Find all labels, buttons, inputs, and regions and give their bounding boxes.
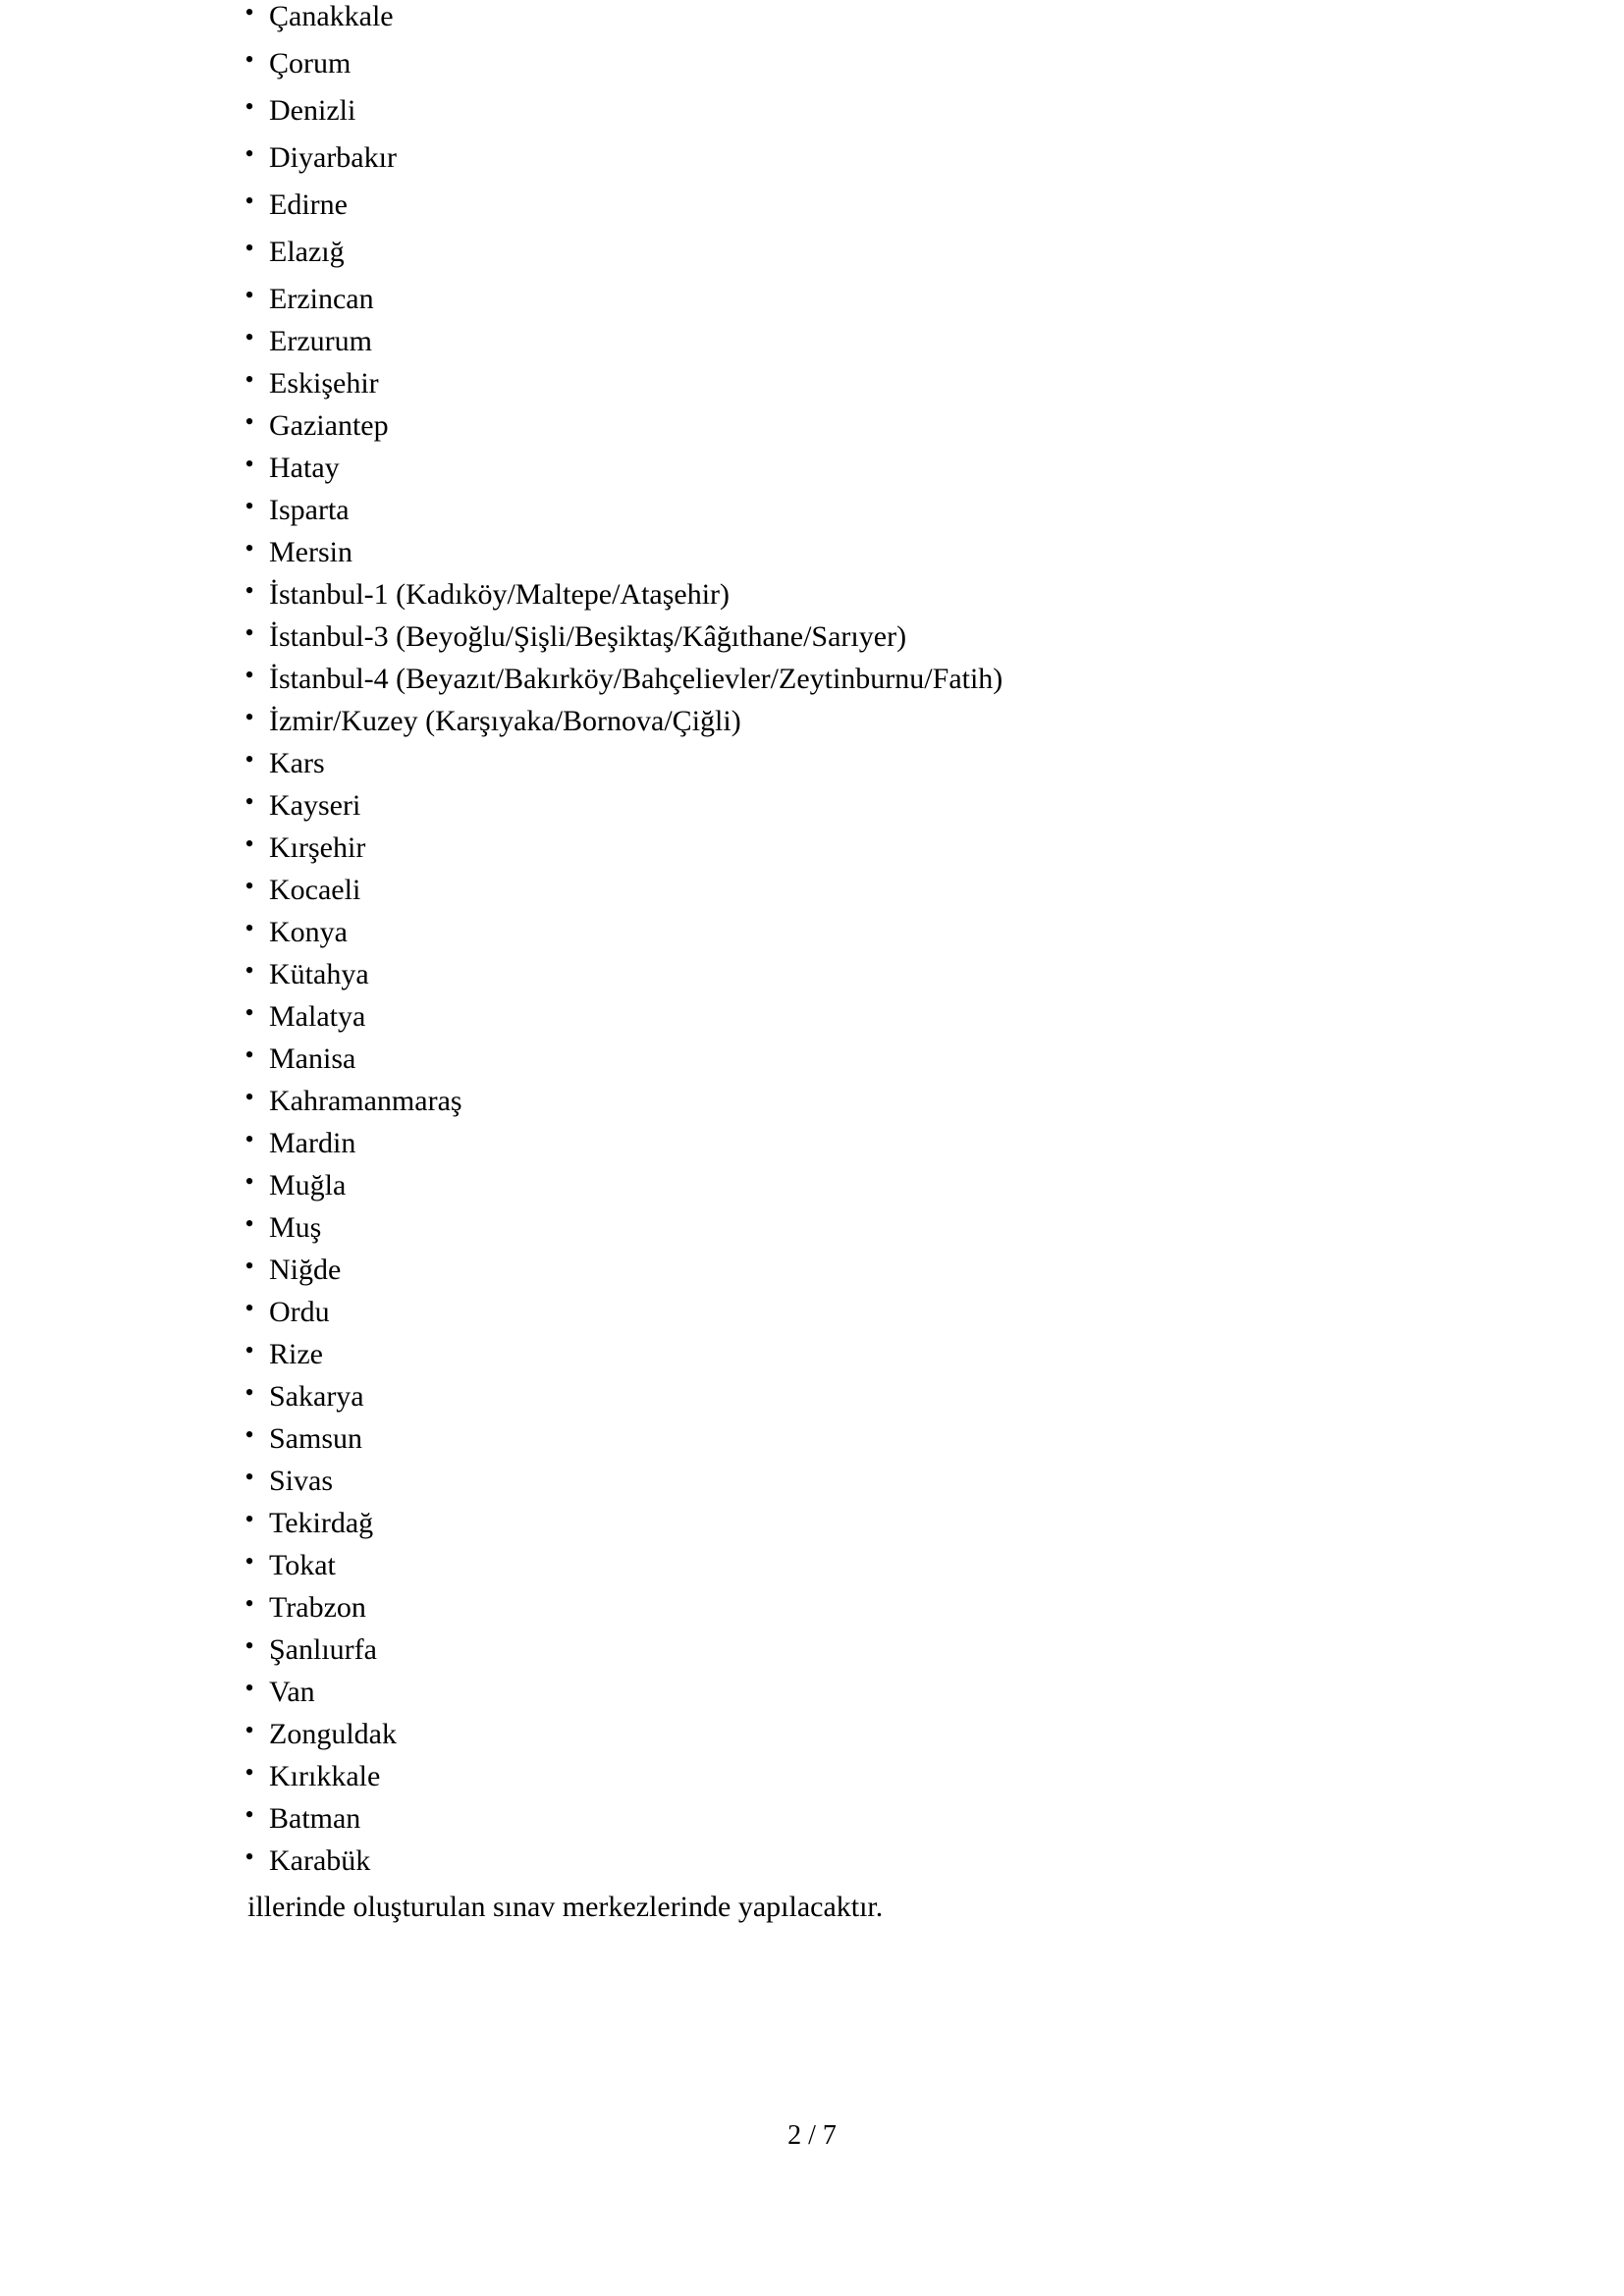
list-item-label: Kütahya xyxy=(269,958,369,990)
bullet-icon: • xyxy=(244,0,254,27)
bullet-icon: • xyxy=(244,1252,254,1280)
list-item-label: Çanakkale xyxy=(269,0,394,32)
bullet-icon: • xyxy=(244,914,254,942)
list-item-label: Kayseri xyxy=(269,789,361,822)
list-item xyxy=(0,1254,1624,1296)
list-item xyxy=(0,1465,1624,1507)
bullet-icon: • xyxy=(244,1336,254,1364)
list-item xyxy=(0,1591,1624,1633)
list-item-label: İzmir/Kuzey (Karşıyaka/Bornova/Çiğli) xyxy=(269,705,741,737)
list-item-label: Mardin xyxy=(269,1127,356,1159)
list-item-label: Trabzon xyxy=(269,1591,366,1624)
list-item xyxy=(0,452,1624,494)
list-item-label: Konya xyxy=(269,916,348,948)
bullet-icon: • xyxy=(244,492,254,520)
list-item-label: Kırşehir xyxy=(269,831,366,864)
list-item xyxy=(0,789,1624,831)
list-item xyxy=(0,236,1624,283)
bullet-icon: • xyxy=(244,872,254,900)
list-item-label: Ordu xyxy=(269,1296,330,1328)
bullet-icon: • xyxy=(244,234,254,262)
bullet-icon: • xyxy=(244,534,254,562)
list-item xyxy=(0,620,1624,663)
list-item-label: Gaziantep xyxy=(269,409,389,442)
bullet-icon: • xyxy=(244,1420,254,1449)
bullet-icon: • xyxy=(244,1674,254,1702)
list-item-label: Kocaeli xyxy=(269,874,361,906)
bullet-icon: • xyxy=(244,1083,254,1111)
list-item xyxy=(0,705,1624,747)
list-item-label: Batman xyxy=(269,1802,361,1835)
bullet-icon: • xyxy=(244,787,254,816)
list-item-label: Sivas xyxy=(269,1465,334,1497)
closing-sentence: illerinde oluşturulan sınav merkezlerinde yapılacaktır. xyxy=(247,1891,884,1923)
bullet-icon: • xyxy=(244,1800,254,1829)
list-item xyxy=(0,94,1624,141)
bullet-icon: • xyxy=(244,703,254,731)
list-item xyxy=(0,1422,1624,1465)
list-item-label: Şanlıurfa xyxy=(269,1633,377,1666)
bullet-icon: • xyxy=(244,1167,254,1196)
bullet-icon: • xyxy=(244,1209,254,1238)
list-item xyxy=(0,1633,1624,1676)
list-item-label: Edirne xyxy=(269,188,348,221)
list-item-label: Sakarya xyxy=(269,1380,364,1413)
bullet-icon: • xyxy=(244,187,254,215)
list-item-label: Karabük xyxy=(269,1844,371,1877)
bullet-icon: • xyxy=(244,998,254,1027)
list-item-label: İstanbul-4 (Beyazıt/Bakırköy/Bahçelievler/Zeytinburnu/Fatih) xyxy=(269,663,1003,695)
list-item xyxy=(0,47,1624,94)
list-item xyxy=(0,494,1624,536)
list-item-label: Erzurum xyxy=(269,325,372,357)
page-number-footer: 2 / 7 xyxy=(787,2120,837,2151)
bullet-icon: • xyxy=(244,745,254,774)
list-item xyxy=(0,1169,1624,1211)
list-item-label: Rize xyxy=(269,1338,323,1370)
list-item-label: Kars xyxy=(269,747,325,779)
bullet-icon: • xyxy=(244,323,254,351)
list-item xyxy=(0,1802,1624,1844)
list-item xyxy=(0,874,1624,916)
list-item xyxy=(0,663,1624,705)
list-item xyxy=(0,831,1624,874)
bullet-icon: • xyxy=(244,365,254,394)
bullet-icon: • xyxy=(244,450,254,478)
list-item-label: Van xyxy=(269,1676,315,1708)
bullet-icon: • xyxy=(244,45,254,74)
list-item xyxy=(0,1718,1624,1760)
bullet-icon: • xyxy=(244,576,254,605)
list-item xyxy=(0,367,1624,409)
list-item xyxy=(0,1676,1624,1718)
list-item-label: Isparta xyxy=(269,494,350,526)
bullet-icon: • xyxy=(244,1125,254,1153)
list-item-label: Manisa xyxy=(269,1042,356,1075)
list-item-label: Muş xyxy=(269,1211,322,1244)
list-item xyxy=(0,1380,1624,1422)
list-item xyxy=(0,958,1624,1000)
list-item xyxy=(0,283,1624,325)
list-item-label: İstanbul-1 (Kadıköy/Maltepe/Ataşehir) xyxy=(269,578,731,611)
list-item-label: İstanbul-3 (Beyoğlu/Şişli/Beşiktaş/Kâğıthane/Sarıyer) xyxy=(269,620,907,653)
list-item-label: Mersin xyxy=(269,536,352,568)
bullet-icon: • xyxy=(244,1716,254,1744)
list-item xyxy=(0,188,1624,236)
bullet-icon: • xyxy=(244,1589,254,1618)
list-item xyxy=(0,325,1624,367)
bullet-icon: • xyxy=(244,1758,254,1787)
bullet-icon: • xyxy=(244,281,254,309)
list-item xyxy=(0,1507,1624,1549)
list-item xyxy=(0,1085,1624,1127)
bullet-icon: • xyxy=(244,829,254,858)
bullet-icon: • xyxy=(244,956,254,985)
list-item-label: Eskişehir xyxy=(269,367,379,400)
list-item xyxy=(0,1549,1624,1591)
bullet-icon: • xyxy=(244,1547,254,1575)
list-item xyxy=(0,536,1624,578)
bullet-icon: • xyxy=(244,407,254,436)
bullet-icon: • xyxy=(244,1842,254,1871)
list-item-label: Diyarbakır xyxy=(269,141,397,174)
list-item-label: Muğla xyxy=(269,1169,347,1201)
list-item xyxy=(0,747,1624,789)
list-item xyxy=(0,916,1624,958)
bullet-icon: • xyxy=(244,1294,254,1322)
list-item-label: Zonguldak xyxy=(269,1718,397,1750)
bullet-icon: • xyxy=(244,618,254,647)
list-item-label: Hatay xyxy=(269,452,340,484)
list-item-label: Malatya xyxy=(269,1000,366,1033)
list-item xyxy=(0,1338,1624,1380)
list-item xyxy=(0,1296,1624,1338)
list-item-label: Çorum xyxy=(269,47,352,80)
list-item xyxy=(0,1760,1624,1802)
bullet-icon: • xyxy=(244,1505,254,1533)
list-item xyxy=(0,1844,1624,1887)
bullet-icon: • xyxy=(244,1378,254,1407)
list-item xyxy=(0,1000,1624,1042)
list-item-label: Samsun xyxy=(269,1422,363,1455)
list-item xyxy=(0,1042,1624,1085)
list-item xyxy=(0,0,1624,47)
bullet-icon: • xyxy=(244,1463,254,1491)
bullet-icon: • xyxy=(244,1631,254,1660)
list-item-label: Denizli xyxy=(269,94,356,127)
bullet-icon: • xyxy=(244,661,254,689)
list-item-label: Kahramanmaraş xyxy=(269,1085,462,1117)
list-item-label: Tekirdağ xyxy=(269,1507,374,1539)
bullet-icon: • xyxy=(244,1041,254,1069)
bullet-icon: • xyxy=(244,92,254,121)
list-item-label: Erzincan xyxy=(269,283,374,315)
list-item xyxy=(0,409,1624,452)
list-item xyxy=(0,578,1624,620)
list-item-label: Tokat xyxy=(269,1549,336,1581)
list-item xyxy=(0,141,1624,188)
list-item-label: Niğde xyxy=(269,1254,342,1286)
list-item-label: Kırıkkale xyxy=(269,1760,381,1792)
bullet-icon: • xyxy=(244,139,254,168)
list-item-label: Elazığ xyxy=(269,236,345,268)
list-item xyxy=(0,1211,1624,1254)
list-item xyxy=(0,1127,1624,1169)
